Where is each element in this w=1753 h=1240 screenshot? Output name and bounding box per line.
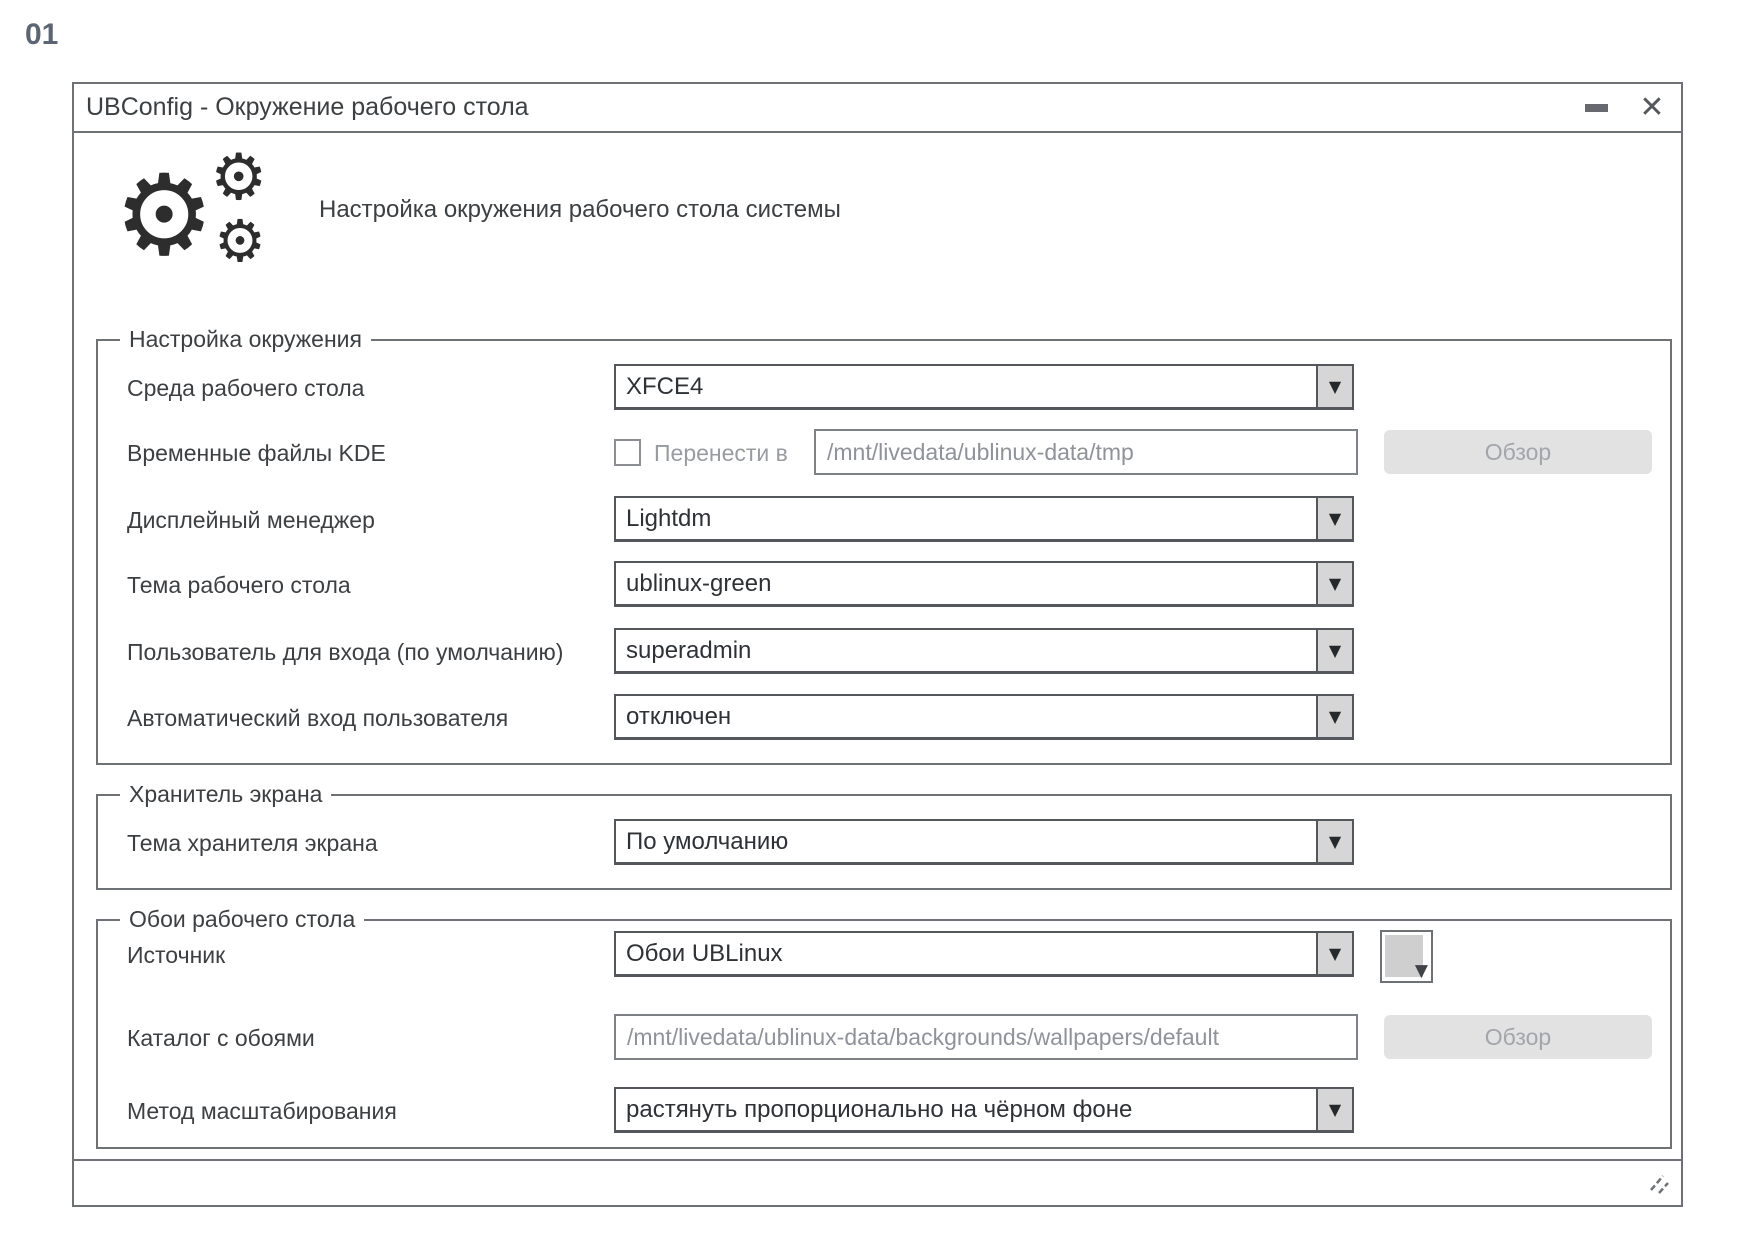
wallpaper-dir-browse-button[interactable]: Обзор [1384, 1015, 1652, 1059]
dropdown-arrow-icon: ▼ [1316, 821, 1352, 862]
autologin-value: отключен [626, 702, 732, 730]
dropdown-arrow-icon: ▼ [1316, 498, 1352, 539]
desktop-env-label: Среда рабочего стола [127, 375, 365, 401]
login-user-label: Пользователь для входа (по умолчанию) [127, 639, 564, 665]
wallpaper-dir-label: Каталог с обоями [127, 1025, 315, 1051]
wallpaper-color-swatch-button[interactable] [1380, 930, 1433, 983]
minimize-icon [1585, 104, 1608, 112]
gears-icon [114, 141, 284, 281]
desktop-theme-dropdown[interactable] [614, 561, 1354, 607]
gear-small-top-icon: ⚙ [210, 141, 268, 215]
wallpaper-source-value: Обои UBLinux [626, 939, 783, 967]
kde-tmp-path-input[interactable]: /mnt/livedata/ublinux-data/tmp [814, 429, 1358, 475]
screensaver-theme-value: По умолчанию [626, 827, 789, 855]
minimize-button[interactable] [1573, 84, 1619, 131]
title-bar[interactable] [74, 84, 1681, 133]
login-user-dropdown[interactable] [614, 628, 1354, 674]
login-user-value: superadmin [626, 636, 752, 664]
autologin-label: Автоматический вход пользователя [127, 705, 509, 731]
dropdown-arrow-icon: ▼ [1316, 563, 1352, 604]
dropdown-arrow-icon: ▼ [1414, 961, 1428, 981]
desktop-theme-label: Тема рабочего стола [127, 572, 351, 598]
environment-group-title: Настройка окружения [120, 326, 371, 353]
screensaver-theme-dropdown[interactable] [614, 819, 1354, 865]
window-title: UBConfig - Окружение рабочего стола [86, 93, 529, 121]
desktop-theme-value: ublinux-green [626, 569, 772, 597]
gear-large-icon: ⚙ [114, 151, 215, 281]
desktop-env-dropdown[interactable] [614, 364, 1354, 410]
screensaver-theme-label: Тема хранителя экрана [127, 830, 378, 856]
status-bar [74, 1159, 1681, 1205]
dropdown-arrow-icon: ▼ [1316, 366, 1352, 407]
display-manager-dropdown[interactable] [614, 496, 1354, 542]
wallpaper-group-title: Обои рабочего стола [120, 906, 364, 933]
close-button[interactable]: ✕ [1639, 90, 1665, 125]
gear-small-bottom-icon: ⚙ [214, 207, 266, 275]
kde-tmp-checkbox[interactable] [614, 439, 641, 466]
kde-tmp-checkbox-label: Перенести в [654, 440, 788, 466]
page-number-label: 01 [25, 18, 59, 51]
dropdown-arrow-icon: ▼ [1316, 1089, 1352, 1130]
page-title: Настройка окружения рабочего стола системы [319, 196, 841, 223]
scaling-method-dropdown[interactable] [614, 1087, 1354, 1133]
kde-tmp-browse-button[interactable]: Обзор [1384, 430, 1652, 474]
wallpaper-source-label: Источник [127, 942, 226, 968]
scaling-method-label: Метод масштабирования [127, 1098, 397, 1124]
ubconfig-window [72, 82, 1683, 1207]
display-manager-label: Дисплейный менеджер [127, 507, 375, 533]
resize-grip-icon[interactable] [1647, 1172, 1671, 1196]
wallpaper-source-dropdown[interactable] [614, 931, 1354, 977]
display-manager-value: Lightdm [626, 504, 712, 532]
dropdown-arrow-icon: ▼ [1316, 933, 1352, 974]
wallpaper-dir-input[interactable]: /mnt/livedata/ublinux-data/backgrounds/wallpapers/default [614, 1014, 1358, 1060]
desktop-env-value: XFCE4 [626, 372, 704, 400]
scaling-method-value: растянуть пропорционально на чёрном фоне [626, 1095, 1133, 1123]
kde-tmp-label: Временные файлы KDE [127, 440, 386, 466]
dropdown-arrow-icon: ▼ [1316, 696, 1352, 737]
screensaver-group-title: Хранитель экрана [120, 781, 331, 808]
autologin-dropdown[interactable] [614, 694, 1354, 740]
dropdown-arrow-icon: ▼ [1316, 630, 1352, 671]
